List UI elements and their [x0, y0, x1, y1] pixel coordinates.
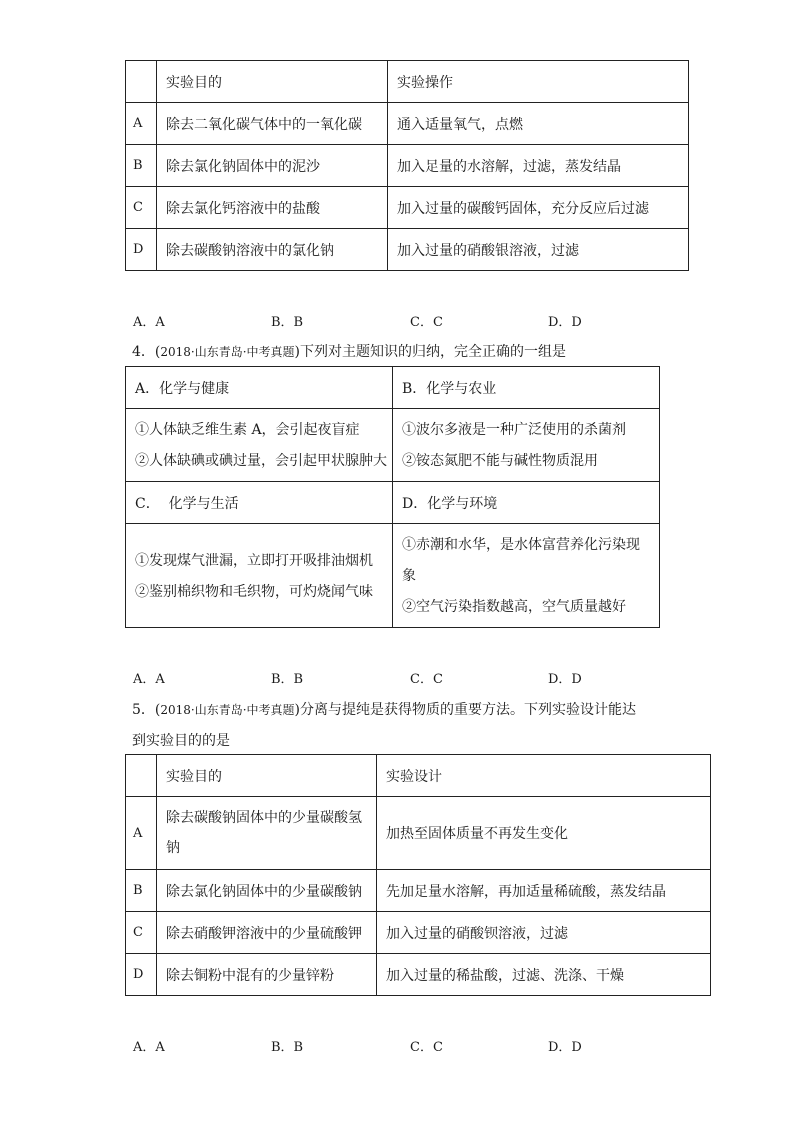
- table-cell: 除去氯化钠固体中的泥沙: [157, 145, 388, 187]
- option-a[interactable]: A．A: [133, 315, 165, 330]
- row-label: B: [126, 870, 157, 912]
- cell-d-body: [393, 524, 660, 628]
- option-b[interactable]: B．B: [271, 315, 304, 330]
- row-label: C: [126, 912, 157, 954]
- row-label: A: [126, 797, 157, 870]
- option-c[interactable]: C．C: [410, 1040, 443, 1055]
- table-header-cell: 实验目的: [157, 61, 388, 103]
- table-cell: 除去碳酸钠溶液中的氯化钠: [157, 229, 388, 271]
- list-item: ①人体缺乏维生素 A，会引起夜盲症: [135, 422, 360, 438]
- list-item: ①赤潮和水华，是水体富营养化污染现: [402, 537, 640, 553]
- cell-line: 钠: [166, 840, 180, 856]
- table-cell: 先加足量水溶解，再加适量稀硫酸，蒸发结晶: [377, 870, 711, 912]
- question-source: 2018·山东青岛·中考真题: [160, 703, 295, 717]
- table-cell: 除去氯化钠固体中的少量碳酸钠: [157, 870, 377, 912]
- question5-stem: [132, 699, 636, 719]
- table-row: [126, 367, 660, 409]
- table-cell: 加入过量的稀盐酸，过滤、洗涤、干燥: [377, 954, 711, 996]
- table-header-row: [126, 61, 689, 103]
- list-item: 象: [402, 568, 416, 584]
- table-row: [126, 409, 660, 482]
- table-row: [126, 524, 660, 628]
- row-label: C: [126, 187, 157, 229]
- question-text: )下列对主题知识的归纳，完全正确的一组是: [294, 344, 567, 360]
- table-cell: 除去铜粉中混有的少量锌粉: [157, 954, 377, 996]
- option-d[interactable]: D．D: [548, 1040, 582, 1055]
- table-row: [126, 482, 660, 524]
- option-c[interactable]: C．C: [410, 672, 443, 687]
- option-d[interactable]: D．D: [548, 672, 582, 687]
- cell-b-title: B．化学与农业: [393, 367, 660, 409]
- cell-a-title: A．化学与健康: [126, 367, 393, 409]
- table-cell: 加入过量的硝酸钡溶液，过滤: [377, 912, 711, 954]
- question3-table: [125, 60, 689, 271]
- cell-c-title: C． 化学与生活: [126, 482, 393, 524]
- option-a[interactable]: A．A: [133, 1040, 165, 1055]
- row-label: D: [126, 229, 157, 271]
- table-row: [126, 954, 711, 996]
- cell-c-body: [126, 524, 393, 628]
- table-cell: 加入足量的水溶解，过滤，蒸发结晶: [388, 145, 689, 187]
- option-b[interactable]: B．B: [271, 1040, 304, 1055]
- question-number: 5．(: [132, 702, 161, 718]
- table-header-row: [126, 755, 711, 797]
- question4-stem: [132, 341, 566, 361]
- cell-b-body: [393, 409, 660, 482]
- list-item: ②鉴别棉织物和毛织物，可灼烧闻气味: [135, 583, 373, 600]
- question-text: )分离与提纯是获得物质的重要方法。下列实验设计能达: [294, 702, 637, 718]
- option-d[interactable]: D．D: [548, 315, 582, 330]
- table-row: [126, 145, 689, 187]
- question5-table: [125, 754, 711, 996]
- table-header-cell: [126, 755, 157, 797]
- table-header-cell: [126, 61, 157, 103]
- row-label: A: [126, 103, 157, 145]
- table-cell: 加入过量的碳酸钙固体，充分反应后过滤: [388, 187, 689, 229]
- row-label: D: [126, 954, 157, 996]
- table-row: [126, 797, 711, 870]
- row-label: B: [126, 145, 157, 187]
- table-cell: 加入过量的硝酸银溶液，过滤: [388, 229, 689, 271]
- cell-a-body: [126, 409, 393, 482]
- question4-table: [125, 366, 660, 628]
- table-row: [126, 912, 711, 954]
- table-cell: [157, 797, 377, 870]
- question-number: 4．(: [132, 344, 161, 360]
- table-cell: 除去二氧化碳气体中的一氧化碳: [157, 103, 388, 145]
- option-c[interactable]: C．C: [410, 315, 443, 330]
- table-cell: 除去硝酸钾溶液中的少量硫酸钾: [157, 912, 377, 954]
- list-item: ①发现煤气泄漏，立即打开吸排油烟机: [135, 552, 373, 569]
- table-row: [126, 229, 689, 271]
- table-row: [126, 870, 711, 912]
- table-cell: 除去氯化钙溶液中的盐酸: [157, 187, 388, 229]
- list-item: ②空气污染指数越高，空气质量越好: [402, 599, 626, 615]
- table-cell: 通入适量氧气，点燃: [388, 103, 689, 145]
- list-item: ②铵态氮肥不能与碱性物质混用: [402, 453, 598, 469]
- cell-line: 除去碳酸钠固体中的少量碳酸氢: [166, 810, 362, 826]
- question5-stem-line2: 到实验目的的是: [132, 733, 230, 749]
- cell-d-title: D．化学与环境: [393, 482, 660, 524]
- question-source: 2018·山东青岛·中考真题: [160, 345, 295, 359]
- table-header-cell: 实验目的: [157, 755, 377, 797]
- option-b[interactable]: B．B: [271, 672, 304, 687]
- option-a[interactable]: A．A: [133, 672, 165, 687]
- table-cell: 加热至固体质量不再发生变化: [377, 797, 711, 870]
- list-item: ①波尔多液是一种广泛使用的杀菌剂: [402, 422, 626, 438]
- table-header-cell: 实验设计: [377, 755, 711, 797]
- list-item: ②人体缺碘或碘过量，会引起甲状腺肿大: [135, 453, 387, 469]
- table-header-cell: 实验操作: [388, 61, 689, 103]
- table-row: [126, 187, 689, 229]
- table-row: [126, 103, 689, 145]
